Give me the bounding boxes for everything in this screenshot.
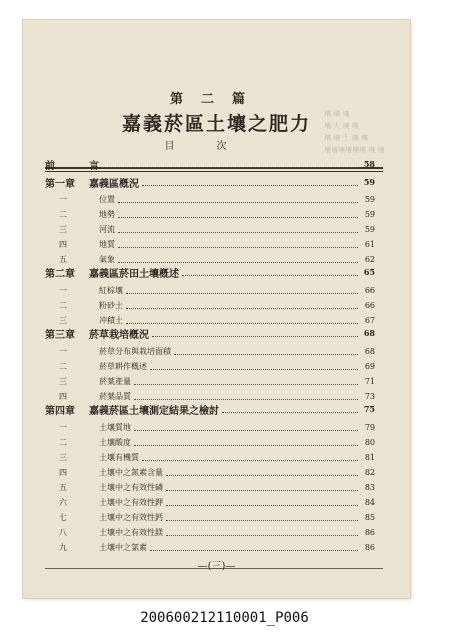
dot-leader bbox=[152, 329, 358, 337]
toc-entry-number: 第三章 bbox=[45, 329, 75, 341]
dot-leader bbox=[166, 528, 358, 536]
dot-leader bbox=[150, 543, 358, 551]
bleed-line: 壤 壤 土 壤 壤 bbox=[324, 134, 368, 142]
toc-section-row bbox=[45, 435, 375, 449]
page-folio: —(三)— bbox=[197, 561, 236, 572]
toc-entry-label: 嘉義區槪況 bbox=[89, 178, 139, 190]
toc-entry-page: 59 bbox=[364, 194, 375, 204]
part-heading: 第二篇 bbox=[169, 92, 263, 107]
toc-section-row bbox=[45, 540, 375, 554]
toc-entry-page: 86 bbox=[364, 527, 375, 537]
dot-leader bbox=[118, 240, 358, 248]
bleed-line: 壤 壤 壤 bbox=[324, 110, 350, 118]
toc-section-row bbox=[45, 465, 375, 479]
toc-section-row bbox=[45, 495, 375, 509]
dot-leader bbox=[166, 483, 358, 491]
toc-entry-page: 61 bbox=[364, 239, 375, 249]
toc-entry-label: 地勢 bbox=[99, 209, 115, 219]
dot-leader bbox=[166, 468, 358, 476]
dot-leader bbox=[118, 210, 358, 218]
toc-section-row bbox=[45, 420, 375, 434]
toc-section-row bbox=[45, 283, 375, 297]
toc-entry-number: 二 bbox=[59, 437, 67, 447]
toc-entry-page: 68 bbox=[363, 328, 375, 338]
toc-entry-page: 73 bbox=[364, 391, 375, 401]
toc-entry-label: 土壤中之有效性磷 bbox=[99, 482, 163, 492]
dot-leader bbox=[134, 392, 358, 400]
toc-section-row bbox=[45, 207, 375, 221]
toc-section-row bbox=[45, 344, 375, 358]
toc-entry-number: 四 bbox=[59, 467, 67, 477]
dot-leader bbox=[174, 347, 358, 355]
dot-leader bbox=[118, 255, 358, 263]
toc-section-row bbox=[45, 480, 375, 494]
toc-section-row bbox=[45, 510, 375, 524]
toc-entry-page: 82 bbox=[364, 467, 375, 477]
toc-entry-label: 地質 bbox=[99, 239, 115, 249]
image-caption: 200600212110001_P006 bbox=[140, 610, 309, 626]
toc-entry-label: 土壤中之有效性鎂 bbox=[99, 527, 163, 537]
toc-entry-label: 菸草栽培槪況 bbox=[89, 329, 149, 341]
dot-leader bbox=[134, 438, 358, 446]
toc-entry-number: 三 bbox=[59, 376, 67, 386]
toc-chapter-row bbox=[45, 175, 375, 189]
dot-leader bbox=[150, 362, 358, 370]
toc-entry-label: 菸草耕作槪述 bbox=[99, 361, 147, 371]
toc-entry-page: 65 bbox=[363, 267, 375, 277]
toc-section-row bbox=[45, 222, 375, 236]
toc-entry-page: 59 bbox=[364, 209, 375, 219]
toc-entry-page: 84 bbox=[364, 497, 375, 507]
dot-leader bbox=[126, 301, 358, 309]
toc-entry-page: 83 bbox=[364, 482, 375, 492]
toc-entry-number: 第一章 bbox=[45, 178, 75, 190]
toc-entry-label: 紅棕壤 bbox=[99, 285, 123, 295]
dot-leader bbox=[166, 513, 358, 521]
toc-entry-label: 嘉義菸區土壤測定結果之檢討 bbox=[89, 405, 219, 417]
toc-entry-number: 五 bbox=[59, 482, 67, 492]
toc-entry-number: 三 bbox=[59, 452, 67, 462]
toc-section-row bbox=[45, 374, 375, 388]
toc-entry-page: 67 bbox=[364, 315, 375, 325]
dot-leader bbox=[134, 423, 358, 431]
toc-entry-number: 七 bbox=[59, 512, 67, 522]
toc-section-row bbox=[45, 525, 375, 539]
dot-leader bbox=[126, 316, 358, 324]
toc-entry-number: 一 bbox=[59, 422, 67, 432]
dot-leader bbox=[134, 377, 358, 385]
dot-leader bbox=[126, 286, 358, 294]
document-page bbox=[23, 20, 410, 598]
toc-section-row bbox=[45, 237, 375, 251]
toc-entry-number: 二 bbox=[59, 209, 67, 219]
toc-entry-page: 85 bbox=[364, 512, 375, 522]
toc-entry-label: 土壤有機質 bbox=[99, 452, 139, 462]
toc-chapter-row bbox=[45, 326, 375, 340]
toc-entry-label: 土壤質地 bbox=[99, 422, 131, 432]
toc-entry-label: 位置 bbox=[99, 194, 115, 204]
toc-entry-page: 79 bbox=[364, 422, 375, 432]
toc-entry-number: 三 bbox=[59, 224, 67, 234]
toc-entry-label: 土壤酸度 bbox=[99, 437, 131, 447]
toc-entry-page: 68 bbox=[364, 346, 375, 356]
toc-entry-label: 土壤中之有效性鈣 bbox=[99, 512, 163, 522]
toc-entry-number: 二 bbox=[59, 300, 67, 310]
toc-entry-page: 62 bbox=[364, 254, 375, 264]
toc-entry-number: 六 bbox=[59, 497, 67, 507]
toc-entry-label: 土壤中之有效性鉀 bbox=[99, 497, 163, 507]
toc-entry-number: 前 bbox=[45, 160, 55, 172]
toc-entry-number: 四 bbox=[59, 391, 67, 401]
toc-entry-page: 80 bbox=[364, 437, 375, 447]
toc-entry-number: 九 bbox=[59, 542, 67, 552]
toc-entry-number: 四 bbox=[59, 239, 67, 249]
toc-section-row bbox=[45, 192, 375, 206]
toc-chapter-row bbox=[45, 157, 375, 171]
toc-entry-page: 71 bbox=[364, 376, 375, 386]
toc-entry-label: 河流 bbox=[99, 224, 115, 234]
toc-entry-label: 言 bbox=[89, 160, 99, 172]
toc-entry-page: 66 bbox=[364, 300, 375, 310]
toc-section-row bbox=[45, 298, 375, 312]
dot-leader bbox=[102, 160, 358, 168]
toc-entry-label: 土壤中之氮素含量 bbox=[99, 467, 163, 477]
toc-entry-number: 一 bbox=[59, 194, 67, 204]
toc-entry-label: 菸葉產量 bbox=[99, 376, 131, 386]
toc-entry-number: 二 bbox=[59, 361, 67, 371]
toc-entry-page: 75 bbox=[363, 404, 375, 414]
toc-entry-page: 81 bbox=[364, 452, 375, 462]
bleed-line: 壤壤壤壤壤壤 壤 壤 bbox=[324, 146, 385, 154]
toc-entry-number: 三 bbox=[59, 315, 67, 325]
toc-entry-label: 嘉義區菸田土壤槪述 bbox=[89, 268, 179, 280]
toc-entry-label: 菸葉品質 bbox=[99, 391, 131, 401]
toc-section-row bbox=[45, 450, 375, 464]
toc-heading: 目次 bbox=[164, 141, 269, 152]
toc-entry-label: 粉砂土 bbox=[99, 300, 123, 310]
toc-entry-number: 一 bbox=[59, 285, 67, 295]
dot-leader bbox=[142, 178, 358, 186]
dot-leader bbox=[182, 268, 358, 276]
toc-entry-page: 58 bbox=[363, 159, 375, 169]
toc-chapter-row bbox=[45, 402, 375, 416]
toc-entry-page: 86 bbox=[364, 542, 375, 552]
toc-entry-label: 菸草分布與栽培面積 bbox=[99, 346, 171, 356]
page-title: 嘉義菸區土壤之肥力 bbox=[121, 113, 311, 135]
toc-entry-number: 一 bbox=[59, 346, 67, 356]
toc-entry-page: 69 bbox=[364, 361, 375, 371]
toc-entry-number: 五 bbox=[59, 254, 67, 264]
toc-entry-page: 59 bbox=[364, 224, 375, 234]
dot-leader bbox=[166, 498, 358, 506]
toc-entry-number: 八 bbox=[59, 527, 67, 537]
dot-leader bbox=[118, 225, 358, 233]
toc-entry-number: 第四章 bbox=[45, 405, 75, 417]
toc-entry-number: 第二章 bbox=[45, 268, 75, 280]
toc-entry-label: 氣象 bbox=[99, 254, 115, 264]
toc-section-row bbox=[45, 359, 375, 373]
toc-entry-label: 土壤中之氯素 bbox=[99, 542, 147, 552]
dot-leader bbox=[222, 405, 358, 413]
dot-leader bbox=[142, 453, 358, 461]
toc-chapter-row bbox=[45, 265, 375, 279]
toc-entry-page: 66 bbox=[364, 285, 375, 295]
dot-leader bbox=[118, 195, 358, 203]
toc-entry-page: 59 bbox=[363, 177, 375, 187]
bleed-line: 壤 大 壤 壤 bbox=[324, 122, 359, 130]
toc-entry-label: 冲積土 bbox=[99, 315, 123, 325]
